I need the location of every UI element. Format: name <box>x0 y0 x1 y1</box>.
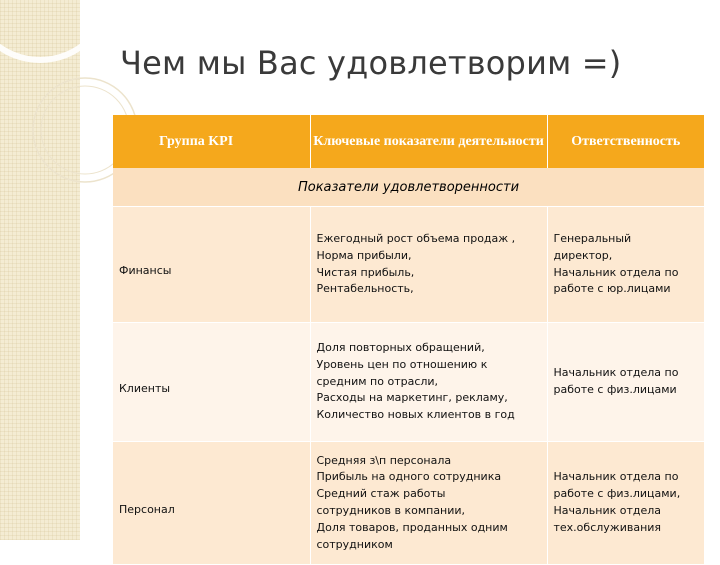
row-indicators-cell: Средняя з\п персонала Прибыль на одного сотрудника Средний стаж работы сотрудников в компании, Доля товаров, проданных одним сотрудником <box>310 442 547 565</box>
row-group-cell: Финансы <box>113 207 310 323</box>
row-indicators-cell: Ежегодный рост объема продаж , Норма прибыли, Чистая прибыль, Рентабельность, <box>310 207 547 323</box>
header-responsibility: Ответственность <box>547 115 704 168</box>
row-responsibility-cell: Начальник отдела по работе с физ.лицами <box>547 323 704 442</box>
header-key-indicators: Ключевые показатели деятельности <box>310 115 547 168</box>
section-row <box>113 168 704 207</box>
table-row <box>113 323 704 442</box>
header-kpi-group: Группа KPI <box>113 115 310 168</box>
table-header-row <box>113 115 704 168</box>
row-responsibility-cell: Генеральный директор, Начальник отдела по работе с юр.лицами <box>547 207 704 323</box>
kpi-table <box>113 115 704 565</box>
row-group-cell: Клиенты <box>113 323 310 442</box>
row-responsibility-cell: Начальник отдела по работе с физ.лицами, Начальник отдела тех.обслуживания <box>547 442 704 565</box>
row-group-cell: Персонал <box>113 442 310 565</box>
section-label: Показатели удовлетворенности <box>113 168 704 207</box>
table-row <box>113 442 704 565</box>
row-indicators-cell: Доля повторных обращений, Уровень цен по отношению к средним по отрасли, Расходы на маркетинг, рекламу, Количество новых клиентов в год <box>310 323 547 442</box>
slide-title: Чем мы Вас удовлетворим =) <box>120 44 622 82</box>
table-row <box>113 207 704 323</box>
